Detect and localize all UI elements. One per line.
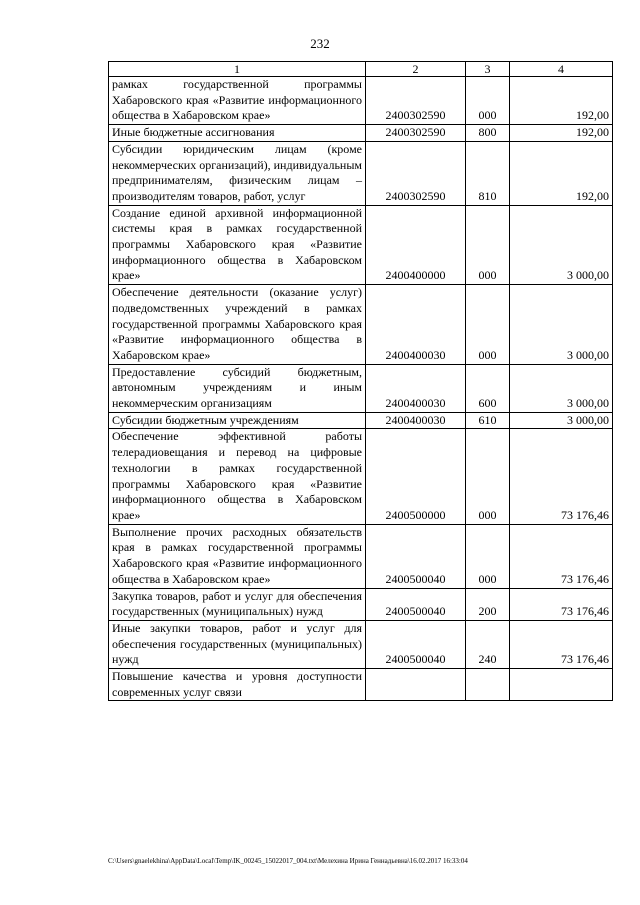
row-name: Повышение качества и уровня доступности современных услуг связи	[109, 669, 366, 701]
table-row	[109, 588, 613, 620]
row-code: 2400302590	[366, 125, 466, 142]
table-row	[109, 205, 613, 285]
column-header-code: 2	[366, 62, 466, 77]
row-amount: 3 000,00	[510, 364, 613, 412]
row-name: Обеспечение деятельности (оказание услуг) подведомственных учреждений в рамках государственной программы Хабаровского края «Развитие информационного общества в Хабаровском крае»	[109, 285, 366, 365]
row-amount: 3 000,00	[510, 285, 613, 365]
row-type	[466, 669, 510, 701]
row-amount: 192,00	[510, 141, 613, 205]
row-amount: 73 176,46	[510, 429, 613, 524]
table-row	[109, 669, 613, 701]
row-amount: 192,00	[510, 125, 613, 142]
row-name: рамках государственной программы Хабаровского края «Развитие информационного общества в Хабаровском крае»	[109, 77, 366, 125]
row-name: Выполнение прочих расходных обязательств края в рамках государственной программы Хабаровского края «Развитие информационного общества в Хабаровском крае»	[109, 524, 366, 588]
column-header-type: 3	[466, 62, 510, 77]
row-code: 2400400000	[366, 205, 466, 285]
table-row	[109, 524, 613, 588]
table-row	[109, 364, 613, 412]
row-name: Обеспечение эффективной работы телерадиовещания и перевод на цифровые технологии в рамках государственной программы Хабаровского края «Развитие информационного общества в Хабаровском крае»	[109, 429, 366, 524]
row-name: Предоставление субсидий бюджетным, автономным учреждениям и иным некоммерческим организациям	[109, 364, 366, 412]
row-name: Иные закупки товаров, работ и услуг для обеспечения государственных (муниципальных) нужд	[109, 620, 366, 668]
row-code: 2400500040	[366, 524, 466, 588]
row-code: 2400400030	[366, 364, 466, 412]
row-code: 2400400030	[366, 412, 466, 429]
table-row	[109, 412, 613, 429]
table-row	[109, 77, 613, 125]
row-amount: 3 000,00	[510, 412, 613, 429]
row-type: 200	[466, 588, 510, 620]
row-code: 2400400030	[366, 285, 466, 365]
row-code: 2400302590	[366, 141, 466, 205]
row-name: Создание единой архивной информационной системы края в рамках государственной программы Хабаровского края «Развитие информационного общества в Хабаровском крае»	[109, 205, 366, 285]
row-type: 800	[466, 125, 510, 142]
row-type: 610	[466, 412, 510, 429]
row-name: Субсидии бюджетным учреждениям	[109, 412, 366, 429]
row-code: 2400500000	[366, 429, 466, 524]
row-type: 240	[466, 620, 510, 668]
row-amount: 73 176,46	[510, 620, 613, 668]
page-number: 232	[310, 36, 330, 51]
table-row	[109, 125, 613, 142]
row-amount: 3 000,00	[510, 205, 613, 285]
table-row	[109, 285, 613, 365]
row-name: Иные бюджетные ассигнования	[109, 125, 366, 142]
row-amount: 192,00	[510, 77, 613, 125]
row-amount: 73 176,46	[510, 588, 613, 620]
row-type: 000	[466, 205, 510, 285]
footer-file-path: C:\Users\gnaelekhina\AppData\Local\Temp\IK_00245_15022017_004.txt\Мелехина Ирина Геннадьевна\16.02.2017 16:33:04	[108, 857, 468, 865]
table-row	[109, 141, 613, 205]
row-type: 000	[466, 77, 510, 125]
row-name: Субсидии юридическим лицам (кроме некоммерческих организаций), индивидуальным предпринимателям, физическим лицам – производителям товаров, работ, услуг	[109, 141, 366, 205]
row-type: 810	[466, 141, 510, 205]
row-amount	[510, 669, 613, 701]
table-row	[109, 620, 613, 668]
row-type: 000	[466, 429, 510, 524]
row-amount: 73 176,46	[510, 524, 613, 588]
budget-table	[108, 61, 613, 701]
row-code: 2400302590	[366, 77, 466, 125]
column-header-name: 1	[109, 62, 366, 77]
row-type: 600	[466, 364, 510, 412]
column-header-amount: 4	[510, 62, 613, 77]
row-type: 000	[466, 285, 510, 365]
row-code: 2400500040	[366, 588, 466, 620]
row-type: 000	[466, 524, 510, 588]
table-row	[109, 429, 613, 524]
table-header-row	[109, 62, 613, 77]
row-code	[366, 669, 466, 701]
row-code: 2400500040	[366, 620, 466, 668]
row-name: Закупка товаров, работ и услуг для обеспечения государственных (муниципальных) нужд	[109, 588, 366, 620]
